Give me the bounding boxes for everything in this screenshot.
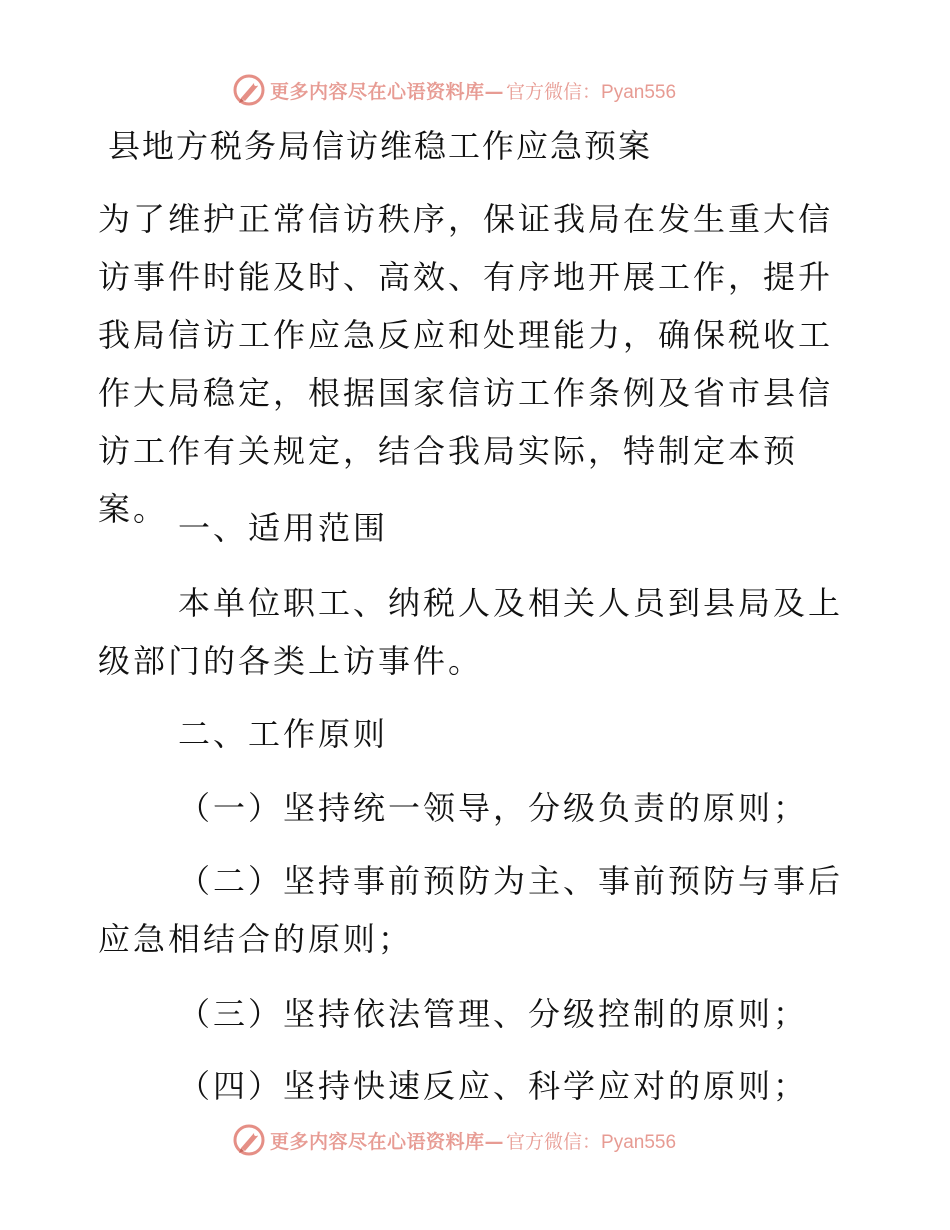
footer-watermark (232, 1122, 676, 1158)
watermark-wechat: 官方微信：Pyan556 (506, 1131, 677, 1153)
section-heading-principles: 二、工作原则 (178, 715, 389, 753)
watermark-text: 更多内容尽在心语资料库— (270, 80, 505, 103)
pen-logo-icon (232, 73, 266, 107)
header-watermark (232, 72, 676, 108)
pen-logo-icon (232, 1123, 266, 1157)
principle-item: （三）坚持依法管理、分级控制的原则； (178, 995, 809, 1033)
document-title: 县地方税务局信访维稳工作应急预案 (108, 127, 653, 165)
intro-paragraph: 为了维护正常信访秩序，保证我局在发生重大信访事件时能及时、高效、有序地开展工作，提升我局信访工作应急反应和处理能力，确保税收工作大局稳定，根据国家信访工作条例及省市县信访工作有关规定，结合我局实际，特制定本预案。 (98, 200, 834, 528)
principle-item: （二）坚持事前预防为主、事前预防与事后应急相结合的原则； (98, 862, 844, 958)
scope-paragraph: 本单位职工、纳税人及相关人员到县局及上级部门的各类上访事件。 (98, 584, 844, 680)
principle-item: （四）坚持快速反应、科学应对的原则； (178, 1067, 809, 1105)
watermark-wechat: 官方微信：Pyan556 (506, 81, 677, 103)
principle-item: （一）坚持统一领导，分级负责的原则； (178, 789, 809, 827)
section-heading-scope: 一、适用范围 (178, 509, 389, 547)
watermark-text: 更多内容尽在心语资料库— (270, 1130, 505, 1153)
